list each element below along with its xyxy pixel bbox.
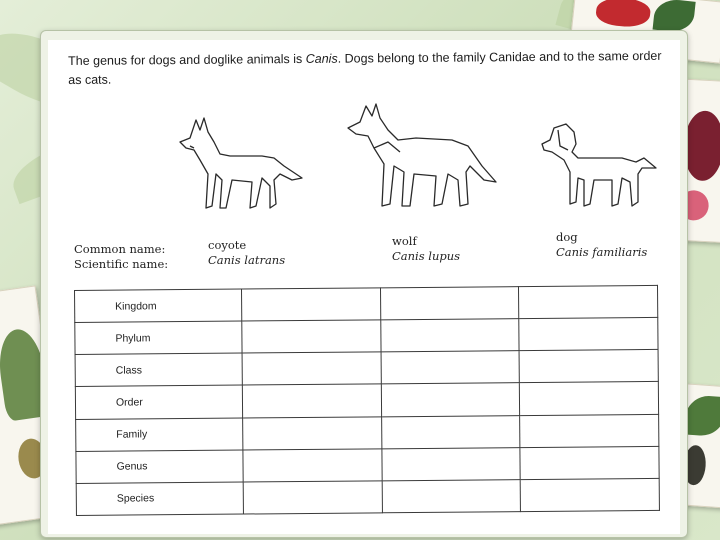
genus-name: Canis	[305, 51, 338, 66]
answer-cell	[520, 446, 659, 479]
table-row	[76, 478, 659, 515]
answer-cell	[381, 383, 520, 416]
name-labels	[74, 242, 168, 272]
table-row	[76, 414, 659, 451]
table-row	[76, 446, 659, 483]
wolf-names	[392, 234, 460, 264]
answer-cell	[243, 449, 382, 482]
worksheet-page	[48, 40, 680, 534]
answer-cell	[382, 479, 521, 512]
scientific-name-label: Scientific name:	[74, 257, 169, 271]
answer-cell	[241, 288, 380, 321]
rank-label: Species	[76, 482, 243, 516]
rank-label: Kingdom	[75, 289, 242, 323]
common-name: wolf	[392, 234, 417, 248]
common-name-label: Common name:	[74, 242, 166, 256]
answer-cell	[242, 384, 381, 417]
answer-cell	[381, 415, 520, 448]
scientific-name: Canis lupus	[392, 249, 461, 263]
dog-names	[556, 230, 647, 260]
wolf-illustration	[344, 102, 502, 214]
rank-label: Phylum	[75, 321, 242, 355]
rank-label: Family	[76, 418, 243, 452]
taxonomy-table-wrapper	[74, 285, 660, 516]
table-row	[75, 285, 658, 322]
coyote-icon	[176, 112, 308, 212]
answer-cell	[382, 447, 521, 480]
coyote-names	[208, 238, 285, 268]
leaf-image	[653, 0, 696, 34]
table-row	[75, 382, 658, 419]
coyote-illustration	[176, 112, 308, 212]
scientific-name: Canis latrans	[208, 253, 286, 267]
intro-text-part2: . Dogs belong to the family Canidae and to the same order as cats.	[68, 48, 662, 87]
answer-cell	[520, 382, 659, 415]
table-row	[75, 318, 658, 355]
answer-cell	[519, 318, 658, 351]
answer-cell	[519, 350, 658, 383]
common-name: dog	[556, 230, 578, 244]
rank-label: Order	[75, 385, 242, 419]
answer-cell	[243, 481, 382, 514]
taxonomy-table	[74, 285, 660, 516]
dog-icon	[538, 122, 660, 212]
answer-cell	[242, 320, 381, 353]
rank-label: Genus	[76, 450, 243, 484]
answer-cell	[243, 416, 382, 449]
flower-image	[595, 0, 652, 29]
common-name: coyote	[208, 238, 247, 252]
answer-cell	[380, 287, 519, 320]
answer-cell	[381, 351, 520, 384]
answer-cell	[242, 352, 381, 385]
answer-cell	[519, 285, 658, 318]
wolf-icon	[344, 102, 502, 214]
answer-cell	[520, 414, 659, 447]
intro-text-part1: The genus for dogs and doglike animals is	[68, 51, 306, 68]
answer-cell	[380, 319, 519, 352]
dog-illustration	[538, 122, 660, 212]
leaf-image	[684, 394, 720, 437]
table-row	[75, 350, 658, 387]
rank-label: Class	[75, 353, 242, 387]
intro-paragraph	[68, 47, 668, 90]
answer-cell	[520, 478, 659, 511]
scientific-name: Canis familiaris	[556, 245, 648, 259]
